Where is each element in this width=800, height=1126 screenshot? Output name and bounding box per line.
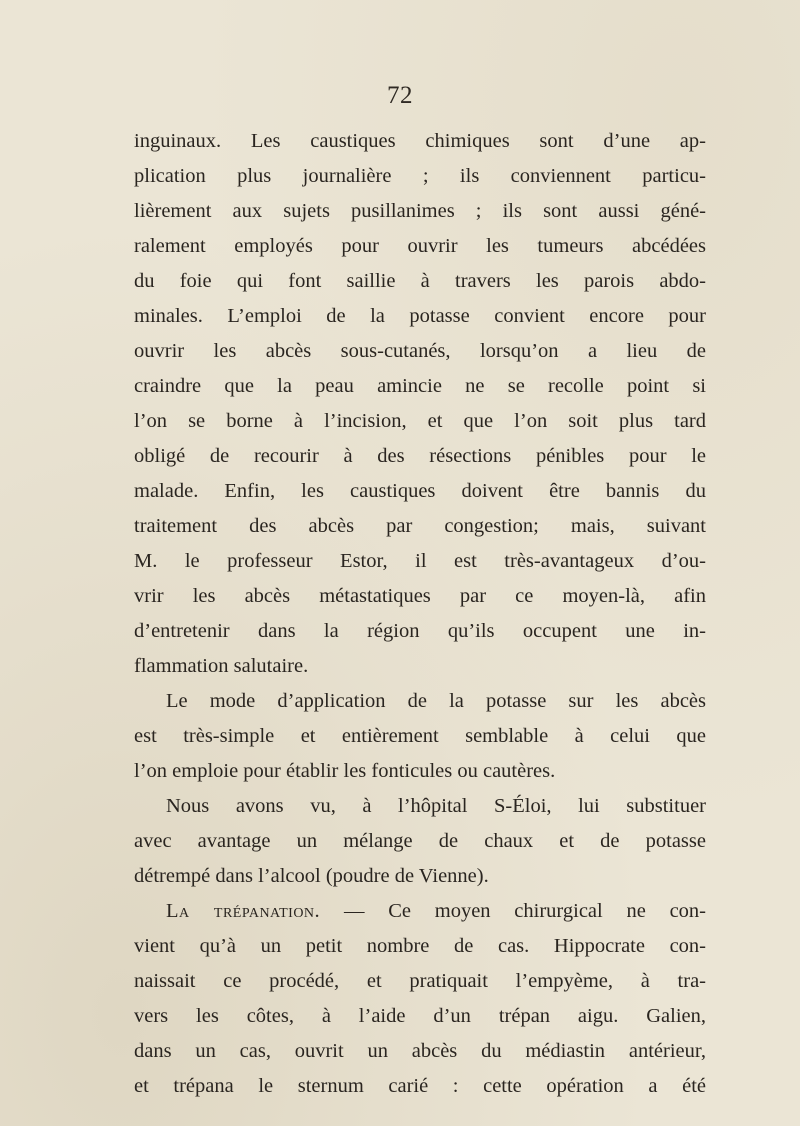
- text-line: [134, 929, 706, 964]
- text-line: [134, 649, 706, 684]
- text-line-content: vers les côtes, à l’aide d’un trépan aigu. Galien,: [134, 1005, 706, 1027]
- text-line-content: traitement des abcès par congestion; mais, suivant: [134, 515, 706, 537]
- text-line: [134, 509, 706, 544]
- text-line-content: Le mode d’application de la potasse sur les abcès: [166, 690, 706, 712]
- text-line: [134, 1069, 706, 1104]
- text-line-content: vrir les abcès métastatiques par ce moyen-là, afin: [134, 585, 706, 607]
- text-line: [134, 299, 706, 334]
- text-line-content: dans un cas, ouvrit un abcès du médiastin antérieur,: [134, 1040, 706, 1062]
- text-line: [134, 474, 706, 509]
- text-line: [134, 859, 706, 894]
- text-line-content: vient qu’à un petit nombre de cas. Hippocrate con-: [134, 935, 706, 957]
- text-line-content: d’entretenir dans la région qu’ils occupent une in-: [134, 620, 706, 642]
- text-line-content: inguinaux. Les caustiques chimiques sont d’une ap-: [134, 130, 706, 152]
- text-line: [134, 194, 706, 229]
- text-line-content: est très-simple et entièrement semblable à celui que: [134, 725, 706, 747]
- text-line-content: et trépana le sternum carié : cette opération a été: [134, 1075, 706, 1097]
- text-line-content: craindre que la peau amincie ne se recolle point si: [134, 375, 706, 397]
- text-line-content: détrempé dans l’alcool (poudre de Vienne).: [134, 865, 489, 887]
- text-line-content: obligé de recourir à des résections pénibles pour le: [134, 445, 706, 467]
- text-line-content: l’on se borne à l’incision, et que l’on soit plus tard: [134, 410, 706, 432]
- text-line-content: l’on emploie pour établir les fonticules ou cautères.: [134, 760, 556, 782]
- text-line-content: minales. L’emploi de la potasse convient encore pour: [134, 305, 706, 327]
- text-line: [134, 999, 706, 1034]
- text-line: [134, 579, 706, 614]
- text-line-content: — Ce moyen chirurgical ne con-: [343, 900, 706, 922]
- text-line: [134, 614, 706, 649]
- text-line: [134, 754, 706, 789]
- text-line-content: Nous avons vu, à l’hôpital S-Éloi, lui substituer: [166, 795, 706, 817]
- text-line: [134, 1034, 706, 1069]
- text-line-content: avec avantage un mélange de chaux et de potasse: [134, 830, 706, 852]
- text-line: [134, 334, 706, 369]
- text-line-content: flammation salutaire.: [134, 655, 309, 677]
- text-line: [134, 264, 706, 299]
- section-heading: La trépanation.: [166, 900, 321, 922]
- text-line: [134, 789, 706, 824]
- text-line-content: du foie qui font saillie à travers les parois abdo-: [134, 270, 706, 292]
- text-line: [134, 719, 706, 754]
- text-line-content: plication plus journalière ; ils conviennent particu-: [134, 165, 706, 187]
- text-line: [134, 159, 706, 194]
- text-line: [134, 124, 706, 159]
- body-text: [134, 124, 706, 1104]
- text-line-content: lièrement aux sujets pusillanimes ; ils sont aussi géné-: [134, 200, 706, 222]
- text-line-content: naissait ce procédé, et pratiquait l’empyème, à tra-: [134, 970, 706, 992]
- page-number: 72: [387, 82, 413, 109]
- text-line: [134, 824, 706, 859]
- text-line-content: ralement employés pour ouvrir les tumeurs abcédées: [134, 235, 706, 257]
- text-line: [134, 894, 706, 929]
- text-line-content: M. le professeur Estor, il est très-avantageux d’ou-: [134, 550, 706, 572]
- text-line: [134, 544, 706, 579]
- text-line: [134, 964, 706, 999]
- text-line: [134, 439, 706, 474]
- text-line-content: malade. Enfin, les caustiques doivent être bannis du: [134, 480, 706, 502]
- text-line-content: ouvrir les abcès sous-cutanés, lorsqu’on a lieu de: [134, 340, 706, 362]
- text-line: [134, 229, 706, 264]
- text-line: [134, 684, 706, 719]
- text-line: [134, 369, 706, 404]
- text-line: [134, 404, 706, 439]
